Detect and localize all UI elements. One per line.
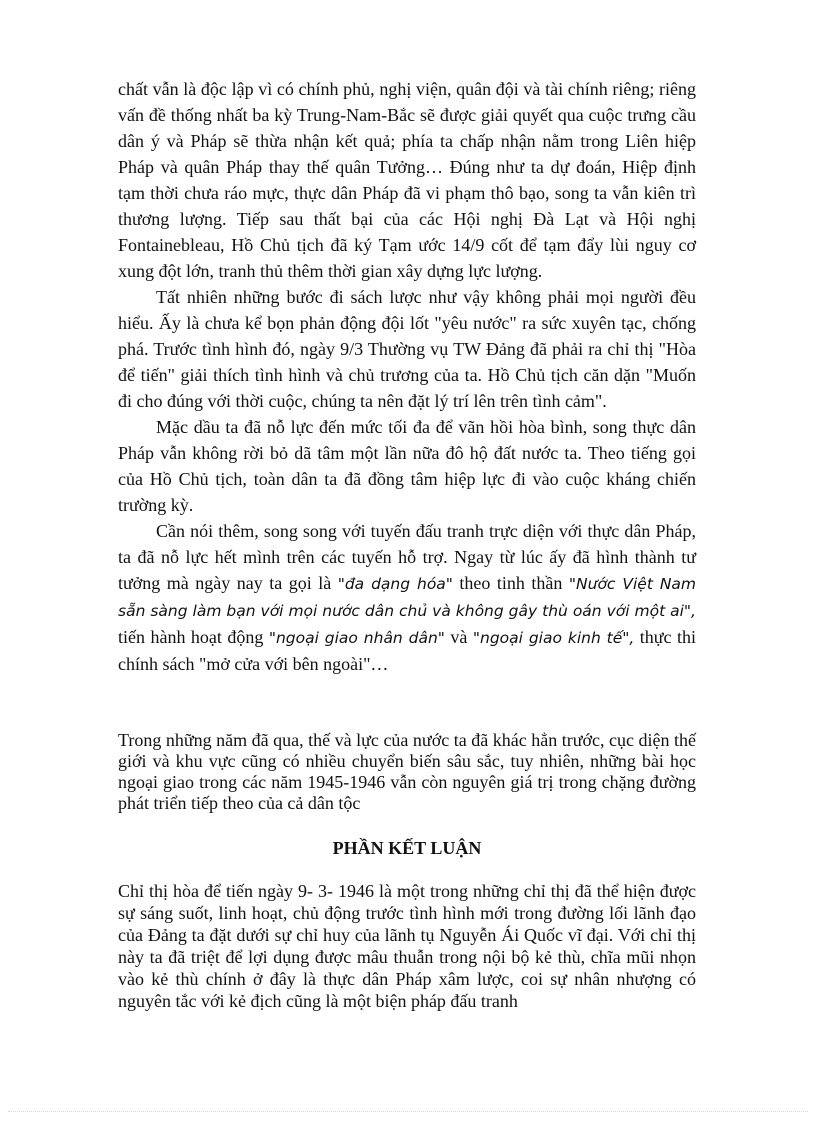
paragraph-resistance: Mặc dầu ta đã nỗ lực đến mức tối đa để vãn hồi hòa bình, song thực dân Pháp vẫn không rời bỏ dã tâm một lần nữa đô hộ đất nước ta. Theo tiếng gọi của Hồ Chủ tịch, toàn dân ta đã đồng tâm hiệp lực đi vào cuộc kháng chiến trường kỳ. xyxy=(118,417,696,515)
text-run: theo tinh thần xyxy=(452,573,569,593)
paragraph-diplomacy xyxy=(118,518,696,677)
text-run: Cần nói thêm, song song với tuyến đấu tranh trực diện với thực dân Pháp, ta đã nỗ lực hết mình trên các tuyến hỗ trợ. Ngay từ lúc ấy đã hình thành tư tưởng mà ngày nay ta gọi là xyxy=(118,521,696,593)
italic-quote: "ngoại giao nhân dân" xyxy=(268,629,445,647)
section-heading: PHẦN KẾT LUẬN xyxy=(332,838,482,858)
paragraph-lessons: Trong những năm đã qua, thế và lực của nước ta đã khác hẳn trước, cục diện thế giới và khu vực cũng có nhiều chuyển biến sâu sắc, tuy nhiên, những bài học ngoại giao trong các năm 1945-1946 vẫn còn nguyên giá trị trong chặng đường phát triển tiếp theo của cả dân tộc xyxy=(118,730,696,813)
page-bottom-border xyxy=(8,1111,808,1112)
text-run: thực thi chính sách "mở cửa với bên ngoài"… xyxy=(118,627,696,674)
text-run: tiến hành hoạt động xyxy=(118,627,269,647)
text-run: và xyxy=(444,627,473,647)
body-section-1 xyxy=(118,76,696,677)
paragraph-strategy: Tất nhiên những bước đi sách lược như vậy không phải mọi người đều hiểu. Ấy là chưa kể bọn phản động đội lốt "yêu nước" ra sức xuyên tạc, chống phá. Trước tình hình đó, ngày 9/3 Thường vụ TW Đảng đã phải ra chỉ thị "Hòa để tiến" giải thích tình hình và chủ trương của ta. Hồ Chủ tịch căn dặn "Muốn đi cho đúng với thời cuộc, chúng ta nên đặt lý trí lên trên tình cảm". xyxy=(118,287,696,411)
body-section-2 xyxy=(118,730,696,814)
paragraph-continuation: chất vẫn là độc lập vì có chính phủ, nghị viện, quân đội và tài chính riêng; riêng vấn đề thống nhất ba kỳ Trung-Nam-Bắc sẽ được giải quyết qua cuộc trưng cầu dân ý và Pháp sẽ thừa nhận kết quả; phía ta chấp nhận nằm trong Liên hiệp Pháp và quân Pháp thay thế quân Tưởng… Đúng như ta dự đoán, Hiệp định tạm thời chưa ráo mực, thực dân Pháp đã vi phạm thô bạo, song ta vẫn kiên trì thương lượng. Tiếp sau thất bại của các Hội nghị Đà Lạt và Hội nghị Fontainebleau, Hồ Chủ tịch đã ký Tạm ước 14/9 cốt để tạm đẩy lùi nguy cơ xung đột lớn, tranh thủ thêm thời gian xây dựng lực lượng. xyxy=(118,79,696,281)
italic-quote: "đa dạng hóa" xyxy=(337,575,453,593)
paragraph-conclusion: Chỉ thị hòa để tiến ngày 9- 3- 1946 là một trong những chỉ thị đã thể hiện được sự sáng suốt, linh hoạt, chủ động trước tình hình mới trong đường lối lãnh đạo của Đảng ta đặt dưới sự chỉ huy của lãnh tụ Nguyễn Ái Quốc vĩ đại. Với chỉ thị này ta đã triệt để lợi dụng được mâu thuẫn trong nội bộ kẻ thù, chĩa mũi nhọn vào kẻ thù chính ở đây là thực dân Pháp xâm lược, coi sự nhân nhượng có nguyên tắc với kẻ địch cũng là một biện pháp đấu tranh xyxy=(118,881,696,1011)
italic-quote: "ngoại giao kinh tế", xyxy=(472,629,635,647)
italic-quote: "Nước Việt Nam sẵn sàng làm bạn với mọi nước dân chủ và không gây thù oán với một ai", xyxy=(118,575,697,620)
conclusion-section xyxy=(118,880,696,1012)
